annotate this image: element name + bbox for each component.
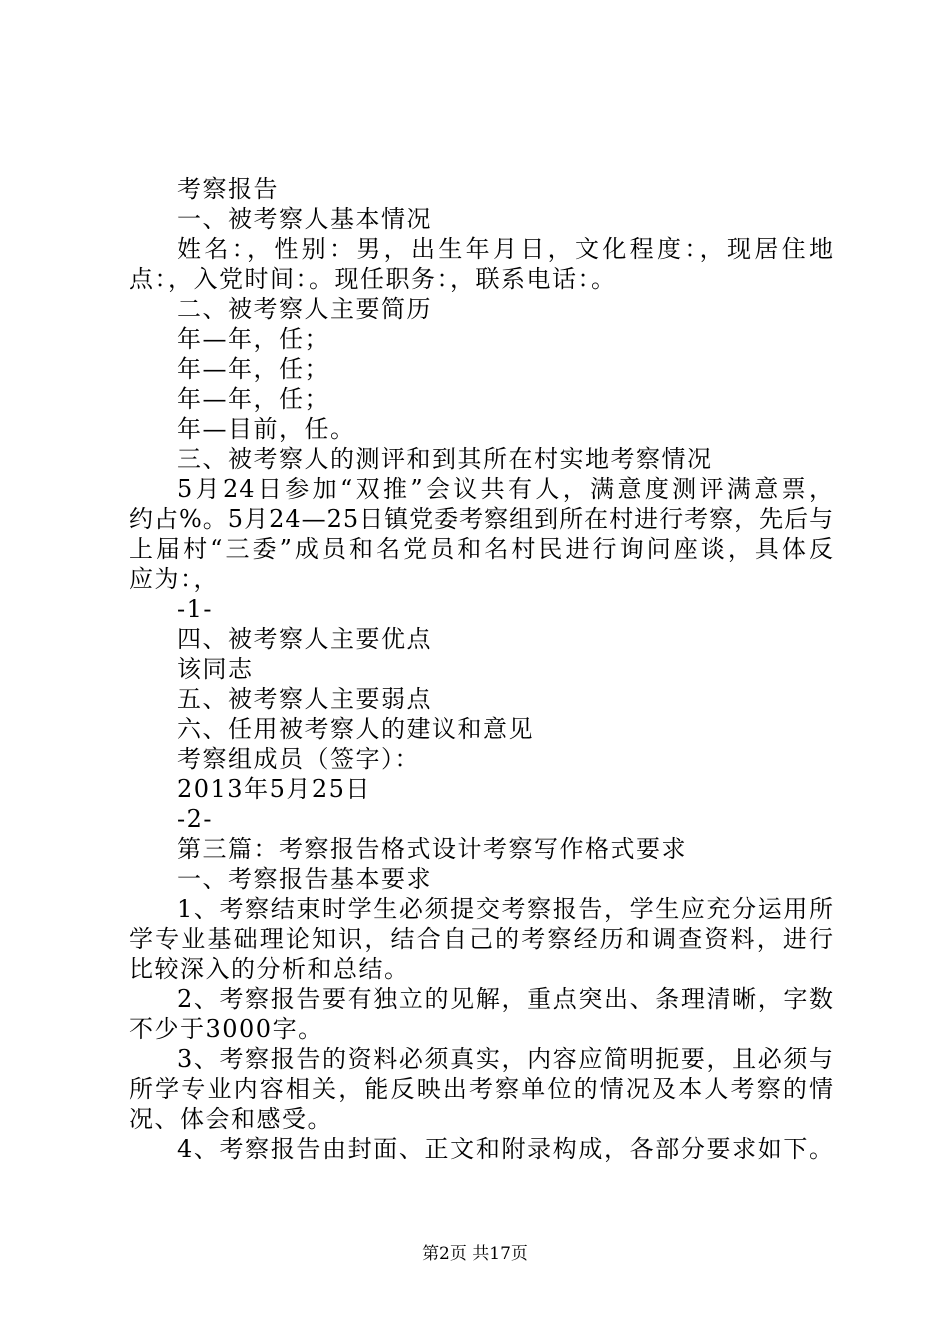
text-line: 3、考察报告的资料必须真实，内容应简明扼要，且必须与 — [177, 1045, 834, 1073]
text-line: 2、考察报告要有独立的见解，重点突出、条理清晰，字数 — [177, 985, 834, 1013]
text-line: 5月24日参加“双推”会议共有人，满意度测评满意票， — [177, 475, 834, 503]
text-line: 第三篇：考察报告格式设计考察写作格式要求 — [177, 835, 687, 863]
text-line: 一、被考察人基本情况 — [177, 205, 432, 233]
text-line: 约占%。5月24—25日镇党委考察组到所在村进行考察，先后与 — [129, 505, 835, 533]
text-line: 所学专业内容相关，能反映出考察单位的情况及本人考察的情 — [129, 1075, 834, 1103]
text-line: 四、被考察人主要优点 — [177, 625, 432, 653]
text-line: 应为：， — [129, 565, 219, 593]
text-line: 一、考察报告基本要求 — [177, 865, 432, 893]
text-line: 年—年，任； — [177, 355, 330, 383]
text-line: 考察报告 — [177, 175, 279, 203]
text-line: 二、被考察人主要简历 — [177, 295, 432, 323]
text-line: 六、任用被考察人的建议和意见 — [177, 715, 534, 743]
text-line: 该同志 — [177, 655, 254, 683]
text-line: 上届村“三委”成员和名党员和名村民进行询问座谈，具体反 — [129, 535, 834, 563]
text-line: 年—目前，任。 — [177, 415, 356, 443]
text-line: 1、考察结束时学生必须提交考察报告，学生应充分运用所 — [177, 895, 834, 923]
text-line: 学专业基础理论知识，结合自己的考察经历和调查资料，进行 — [129, 925, 834, 953]
text-line: 三、被考察人的测评和到其所在村实地考察情况 — [177, 445, 713, 473]
text-line: 点：，入党时间：。现任职务：，联系电话：。 — [129, 265, 617, 293]
text-line: -1- — [177, 595, 213, 623]
text-line: 年—年，任； — [177, 325, 330, 353]
document-body — [129, 174, 834, 1164]
text-line: 况、体会和感受。 — [129, 1105, 333, 1133]
text-line: 姓名：，性别：男，出生年月日，文化程度：，现居住地 — [177, 235, 834, 263]
text-line: 五、被考察人主要弱点 — [177, 685, 432, 713]
text-line: 4、考察报告由封面、正文和附录构成，各部分要求如下。 — [177, 1135, 834, 1163]
page-footer: 第2页 共17页 — [422, 1244, 528, 1264]
text-line: 2013年5月25日 — [177, 775, 371, 803]
text-line: -2- — [177, 805, 213, 833]
text-line: 比较深入的分析和总结。 — [129, 955, 410, 983]
text-line: 考察组成员（签字）： — [177, 745, 420, 773]
text-line: 年—年，任； — [177, 385, 330, 413]
text-line: 不少于3000字。 — [129, 1015, 324, 1043]
